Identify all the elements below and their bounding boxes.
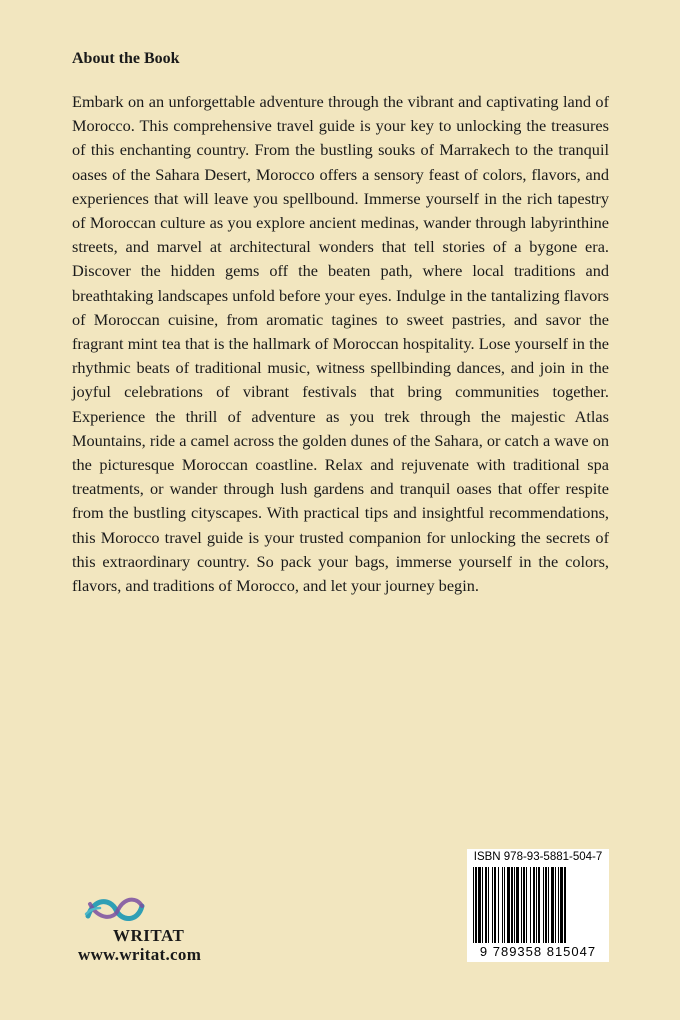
barcode-bar [564, 867, 566, 943]
barcode-bar [523, 867, 525, 943]
section-heading: About the Book [72, 50, 180, 67]
barcode-bar [485, 867, 487, 943]
barcode-bar [482, 867, 483, 943]
barcode-bar [538, 867, 540, 943]
book-description: Embark on an unforgettable adventure through the vibrant and captivating land of Morocco. This comprehensive travel guide is your key to unlocking the treasures of this enchanting country. From the bustling souks of Marrakech to the tranquil oases of the Sahara Desert, Morocco offers a sensory feast of colors, flavors, and experiences that will leave you spellbound. Immerse yourself in the rich tapestry of Moroccan culture as you explore ancient medinas, wander through labyrinthine streets, and marvel at architectural wonders that tell stories of a bygone era. Discover the hidden gems off the beaten path, where local traditions and breathtaking landscapes unfold before your eyes. Indulge in the tantalizing flavors of Moroccan cuisine, from aromatic tagines to sweet pastries, and savor the fragrant mint tea that is the hallmark of Moroccan hospitality. Lose yourself in the rhythmic beats of traditional music, witness spellbinding dances, and join in the joyful celebrations of vibrant festivals that bring communities together. Experience the thrill of adventure as you trek through the majestic Atlas Mountains, ride a camel across the golden dunes of the Sahara, or catch a wave on the picturesque Moroccan coastline. Relax and rejuvenate with traditional spa treatments, or wander through lush gardens and tranquil oases that offer respite from the bustling cityscapes. With practical tips and insightful recommendations, this Morocco travel guide is your trusted companion for unlocking the secrets of this extraordinary country. So pack your bags, immerse yourself in the colors, flavors, and traditions of Morocco, and let your journey begin. [72, 92, 609, 596]
publisher-website: www.writat.com [78, 945, 202, 964]
barcode-bar [545, 867, 547, 943]
barcode-bar [494, 867, 496, 943]
barcode-bar [560, 867, 563, 943]
barcode-digits: 9 789358 815047 [479, 944, 597, 959]
barcode-bar [498, 867, 499, 943]
barcode-bar [558, 867, 559, 943]
barcode-bar [488, 867, 489, 943]
barcode-bar [504, 867, 505, 943]
barcode-bar [475, 867, 477, 943]
barcode-bar [526, 867, 527, 943]
barcode-bar [521, 867, 522, 943]
isbn-barcode [467, 849, 609, 962]
barcode-bar [492, 867, 493, 943]
barcode-bar [536, 867, 537, 943]
barcode-bar [543, 867, 544, 943]
barcode-bar [533, 867, 535, 943]
barcode-bar [511, 867, 513, 943]
infinity-swirl-icon [80, 890, 150, 930]
barcode-bars [471, 867, 605, 943]
barcode-bar [514, 867, 515, 943]
barcode-bar [507, 867, 510, 943]
barcode-bar [555, 867, 556, 943]
barcode-bar [530, 867, 531, 943]
publisher-name: WRITAT [113, 926, 185, 945]
publisher-logo [72, 890, 242, 970]
barcode-bar [551, 867, 554, 943]
barcode-bar [473, 867, 474, 943]
barcode-bar [516, 867, 519, 943]
barcode-bar [502, 867, 503, 943]
isbn-label: ISBN 978-93-5881-504-7 [473, 851, 603, 863]
barcode-bar [548, 867, 549, 943]
barcode-bar [478, 867, 481, 943]
